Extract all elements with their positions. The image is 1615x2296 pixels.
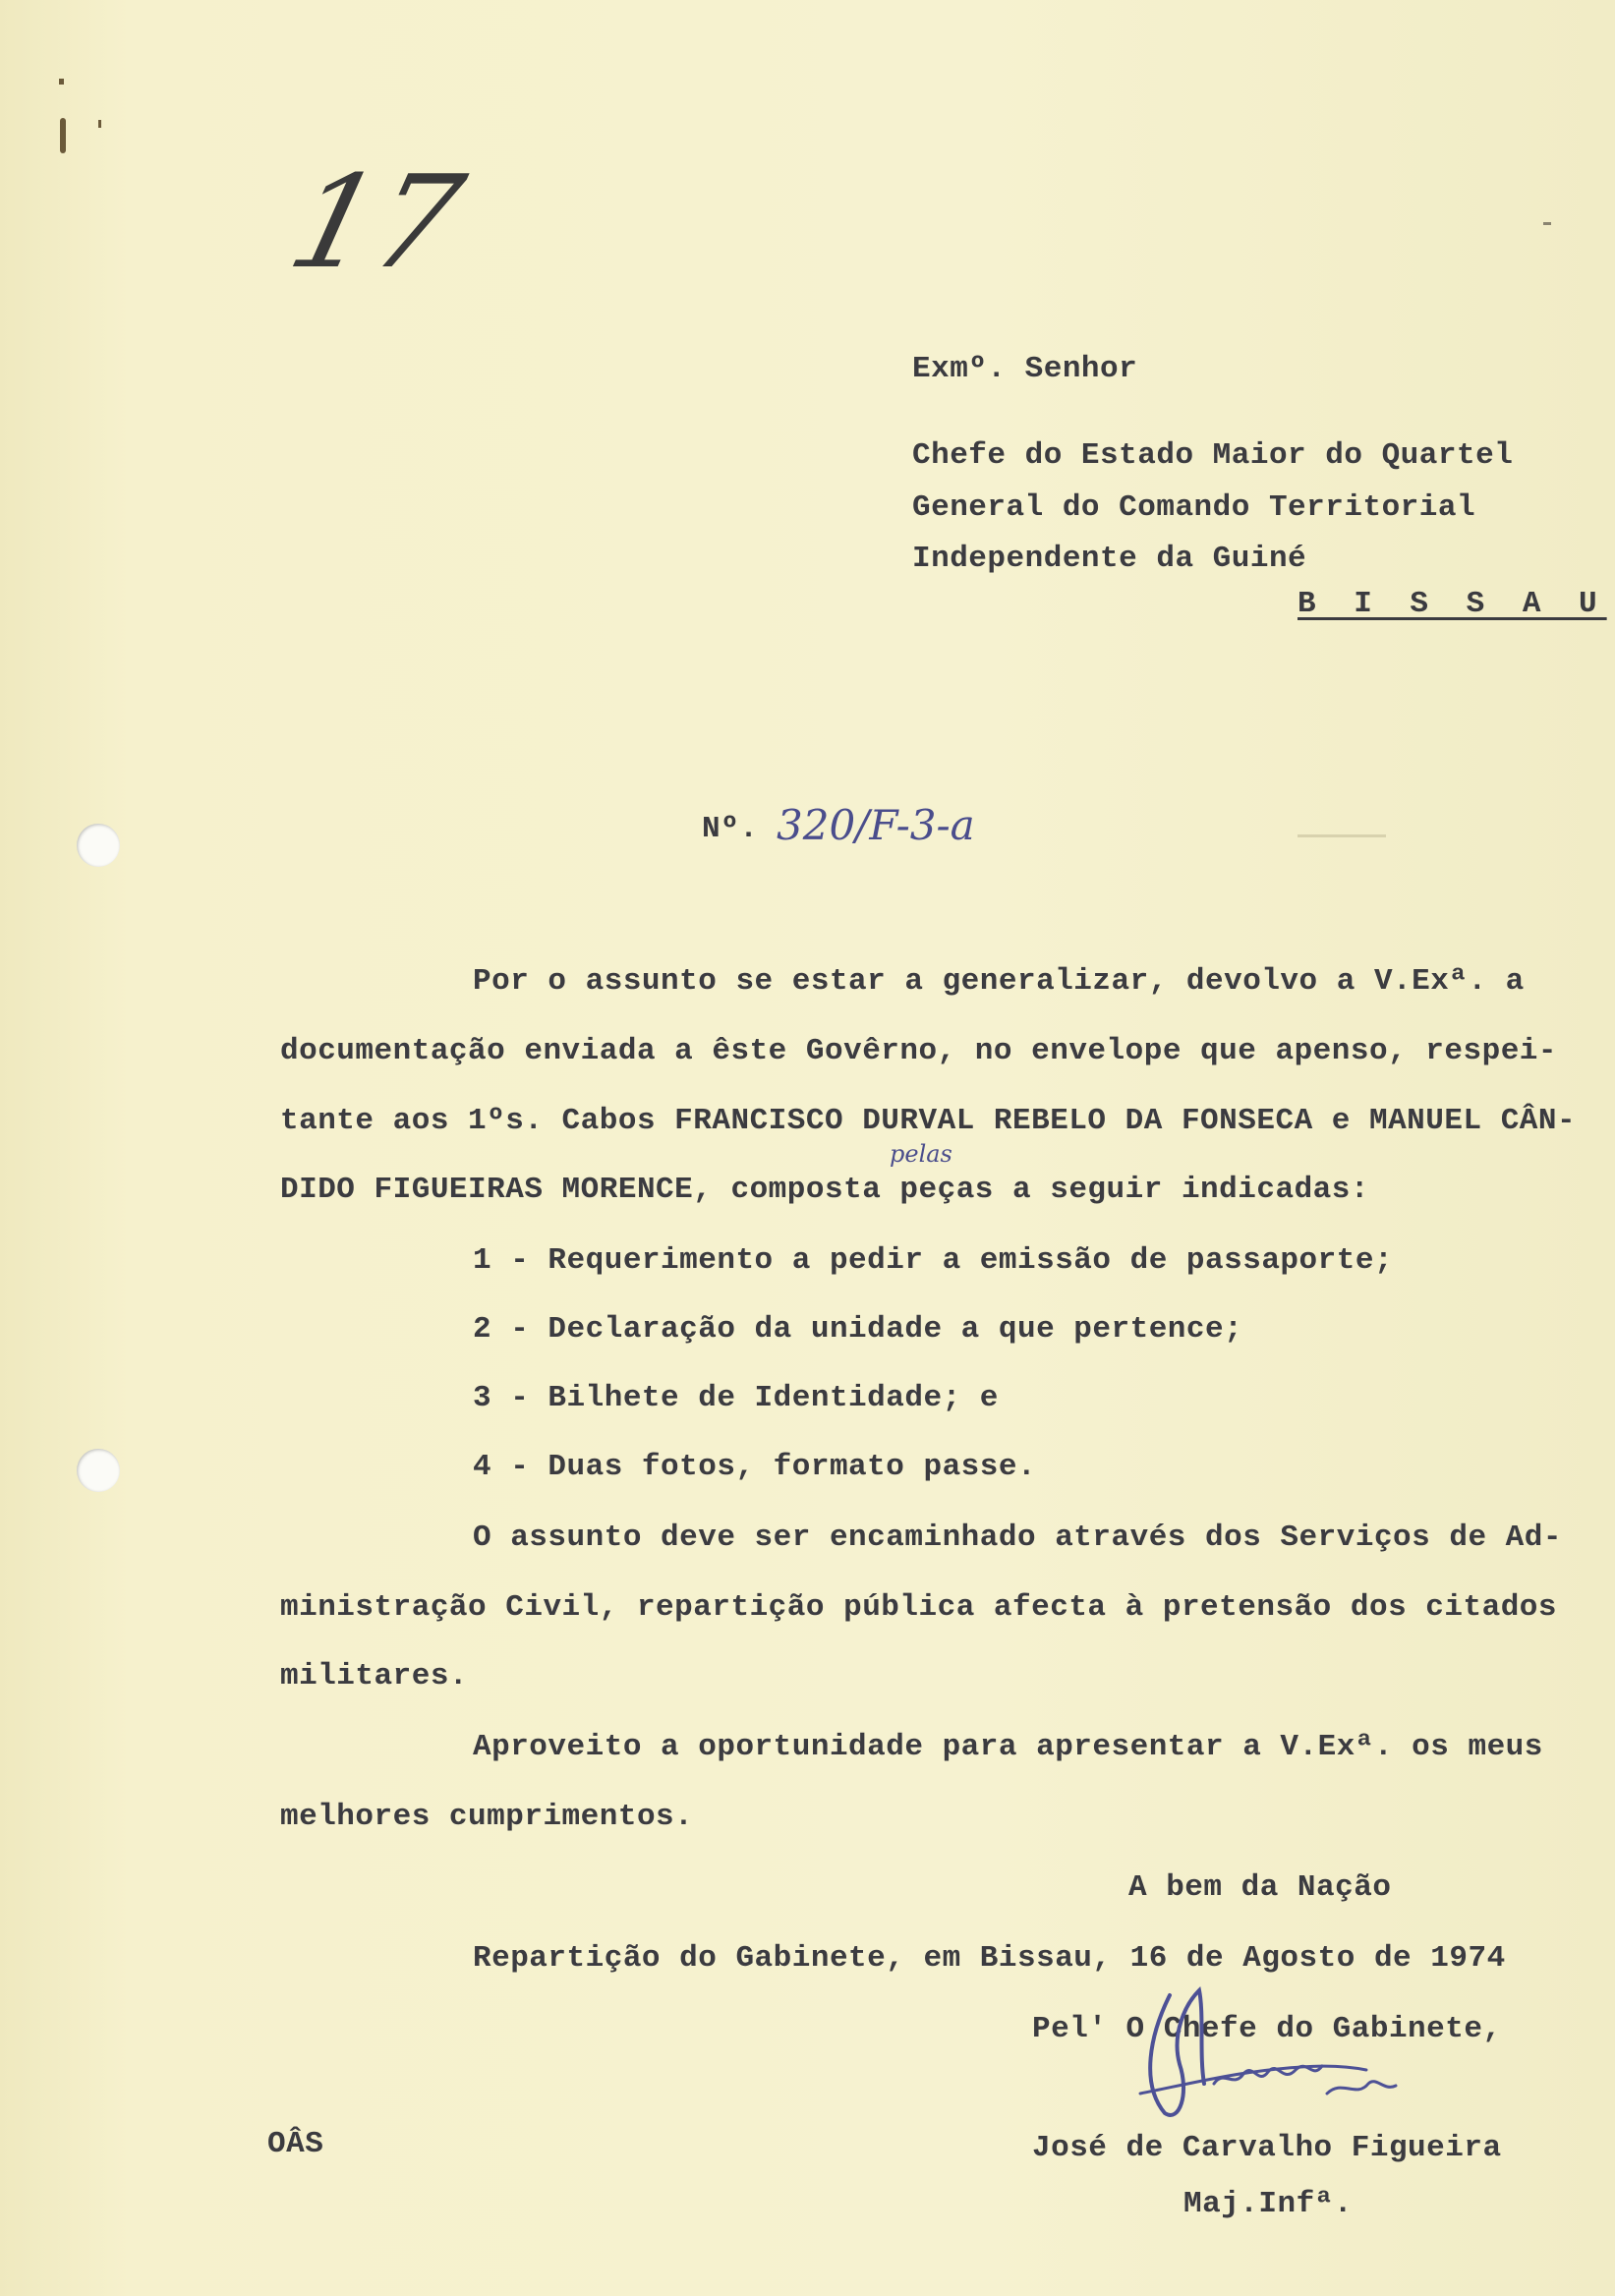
body-line: DIDO FIGUEIRAS MORENCE, composta peças a seguir indicadas: (280, 1173, 1369, 1207)
list-item: 2 - Declaração da unidade a que pertence; (473, 1312, 1243, 1347)
signatory-title: Pel' O Chefe do Gabinete, (1032, 2012, 1502, 2046)
body-line: melhores cumprimentos. (280, 1800, 694, 1834)
reference-label: Nº. (702, 812, 759, 846)
paper-mark (1543, 222, 1551, 225)
body-line: militares. (280, 1659, 469, 1693)
body-line: ministração Civil, repartição pública afecta à pretensão dos citados (280, 1590, 1558, 1625)
handwritten-insertion: pelas (890, 1140, 952, 1168)
signatory-name: José de Carvalho Figueira (1032, 2131, 1502, 2165)
list-item: 4 - Duas fotos, formato passe. (473, 1450, 1037, 1484)
closing-motto: A bem da Nação (1128, 1870, 1392, 1905)
paper-mark (1298, 834, 1386, 837)
signature (1111, 1976, 1425, 2143)
body-line: O assunto deve ser encaminhado através dos Serviços de Ad- (473, 1521, 1562, 1555)
staple-mark (59, 79, 64, 85)
staple-mark (60, 118, 66, 153)
addressee-line: General do Comando Territorial (912, 490, 1476, 525)
page-number: 17 (276, 147, 477, 297)
place-date: Repartição do Gabinete, em Bissau, 16 de Agosto de 1974 (473, 1941, 1506, 1976)
punch-hole-bottom (77, 1449, 120, 1492)
addressee-line: Chefe do Estado Maior do Quartel (912, 438, 1514, 473)
addressee-city: B I S S A U (1298, 587, 1607, 621)
salutation: Exmº. Senhor (912, 352, 1138, 386)
reference-handwritten: 320/F-3-a (777, 801, 975, 849)
list-item: 1 - Requerimento a pedir a emissão de passaporte; (473, 1243, 1394, 1278)
punch-hole-top (77, 824, 120, 867)
body-line: tante aos 1ºs. Cabos FRANCISCO DURVAL REBELO DA FONSECA e MANUEL CÂN- (280, 1104, 1577, 1138)
body-line: Aproveito a oportunidade para apresentar a V.Exª. os meus (473, 1730, 1543, 1764)
signatory-rank: Maj.Infª. (1183, 2187, 1353, 2221)
list-item: 3 - Bilhete de Identidade; e (473, 1381, 999, 1415)
staple-mark (98, 120, 101, 128)
body-line: documentação enviada a êste Govêrno, no envelope que apenso, respei- (280, 1034, 1558, 1068)
body-line: Por o assunto se estar a generalizar, devolvo a V.Exª. a (473, 964, 1525, 999)
addressee-line: Independente da Guiné (912, 542, 1307, 576)
typist-initials: OÂS (267, 2127, 324, 2161)
